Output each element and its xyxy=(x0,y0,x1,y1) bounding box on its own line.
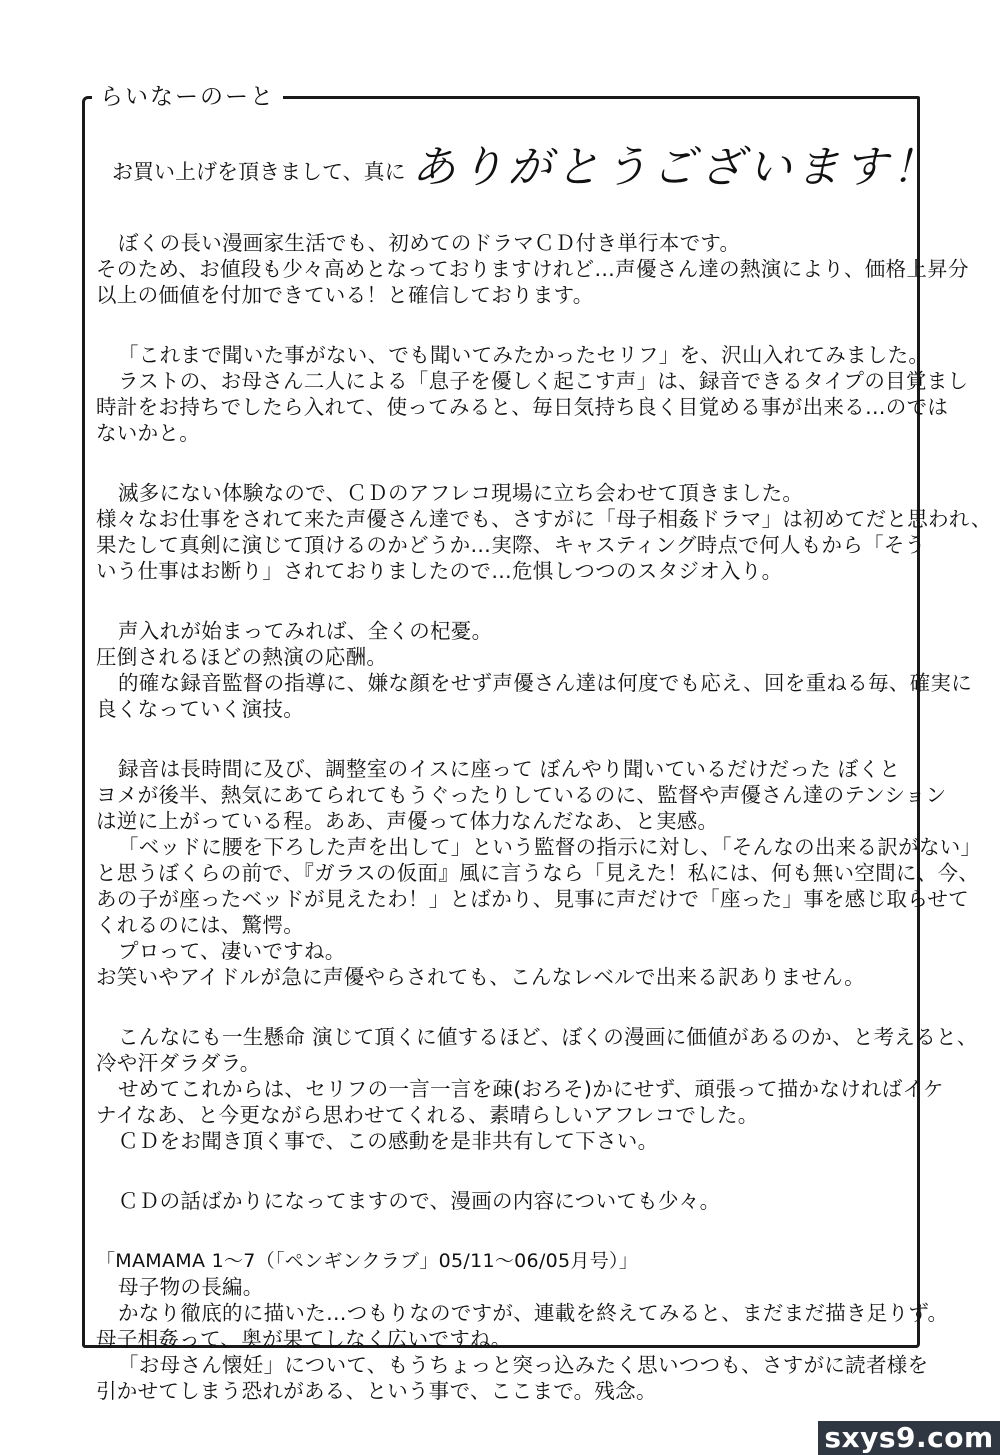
text-line: あの子が座ったベッドが見えたわ！」とばかり、見事に声だけで「座った」事を感じ取らせて xyxy=(96,887,969,911)
text-line: 圧倒されるほどの熱演の応酬。 xyxy=(96,645,388,669)
text-line: ぼくの長い漫画家生活でも、初めてのドラマＣＤ付き単行本です。 xyxy=(118,231,741,255)
text-line: と思うぼくらの前で、『ガラスの仮面』風に言うなら「見えた！私には、何も無い空間に、今、 xyxy=(96,861,980,885)
text-line: 冷や汗ダラダラ。 xyxy=(96,1051,261,1075)
greeting xyxy=(112,140,940,200)
text-line: 声入れが始まってみれば、全くの杞憂。 xyxy=(118,619,493,643)
text-line: 「お母さん懐妊」について、もうちょっと突っ込みたく思いつつも、さすがに読者様を xyxy=(118,1353,929,1377)
text-line: ラストの、お母さん二人による「息子を優しく起こす声」は、録音できるタイプの目覚まし xyxy=(118,369,969,393)
text-line: は逆に上がっている程。ああ、声優って体力なんだなあ、と実感。 xyxy=(96,809,719,833)
text-line: こんなにも一生懸命 演じて頂くに値するほど、ぼくの漫画に価値があるのか、と考えると、 xyxy=(118,1025,978,1049)
text-line: くれるのには、驚愕。 xyxy=(96,913,304,937)
text-line: 母子物の長編。 xyxy=(118,1275,264,1299)
text-line: 「ベッドに腰を下ろした声を出して」という監督の指示に対し、「そんなの出来る訳がない」 xyxy=(118,835,982,859)
text-line: かなり徹底的に描いた…つもりなのですが、連載を終えてみると、まだまだ描き足りず。 xyxy=(118,1301,949,1325)
site-watermark: sxys9.com xyxy=(818,1421,1000,1455)
text-line: ヨメが後半、熱気にあてられてもうぐったりしているのに、監督や声優さん達のテンション xyxy=(96,783,947,807)
text-line: 良くなっていく演技。 xyxy=(96,697,304,721)
text-line: 引かせてしまう恐れがある、という事で、ここまで。残念。 xyxy=(96,1379,657,1403)
text-line: いう仕事はお断り」されておりましたので…危惧しつつのスタジオ入り。 xyxy=(96,559,783,583)
text-line: 時計をお持ちでしたら入れて、使ってみると、毎日気持ち良く目覚める事が出来る…のでは xyxy=(96,395,949,419)
greeting-thanks: ありがとうございます！ xyxy=(411,142,940,193)
text-line: 滅多にない体験なので、ＣＤのアフレコ現場に立ち会わせて頂きました。 xyxy=(118,481,804,505)
text-line: お笑いやアイドルが急に声優やらされても、こんなレベルで出来る訳ありません。 xyxy=(96,965,865,989)
text-line: ないかと。 xyxy=(96,421,200,445)
text-line: 様々なお仕事をされて来た声優さん達でも、さすがに「母子相姦ドラマ」は初めてだと思われ、 xyxy=(96,507,992,531)
work-heading: 「MAMAMA 1～7（「ペンギンクラブ」05/11～06/05月号）」 xyxy=(96,1250,639,1272)
text-line: 的確な録音監督の指導に、嫌な顔をせず声優さん達は何度でも応え、回を重ねる毎、確実に xyxy=(118,671,973,695)
text-line: 母子相姦って、奥が果てしなく広いですね。 xyxy=(96,1327,512,1351)
text-line: 「これまで聞いた事がない、でも聞いてみたかったセリフ」を、沢山入れてみました。 xyxy=(118,343,930,367)
text-line: プロって、凄いですね。 xyxy=(118,939,346,963)
text-line: ナイなあ、と今更ながら思わせてくれる、素晴らしいアフレコでした。 xyxy=(96,1103,759,1127)
text-line: 果たして真剣に演じて頂けるのかどうか…実際、キャスティング時点で何人もから「そう xyxy=(96,533,926,557)
text-line: ＣＤをお聞き頂く事で、この感動を是非共有して下さい。 xyxy=(118,1129,659,1153)
text-line: そのため、お値段も少々高めとなっておりますけれど…声優さん達の熱演により、価格上昇分 xyxy=(96,257,969,281)
greeting-lead: お買い上げを頂きまして、真に xyxy=(112,160,406,184)
note-title: らいなーのーと xyxy=(92,82,283,112)
note-body xyxy=(96,230,992,1404)
text-line: 録音は長時間に及び、調整室のイスに座って ぼんやり聞いているだけだった ぼくと xyxy=(118,757,901,781)
text-line: ＣＤの話ばかりになってますので、漫画の内容についても少々。 xyxy=(118,1189,721,1213)
text-line: せめてこれからは、セリフの一言一言を疎(おろそ)かにせず、頑張って描かなければイケ xyxy=(118,1077,944,1101)
text-line: 以上の価値を付加できている！と確信しております。 xyxy=(96,283,594,307)
